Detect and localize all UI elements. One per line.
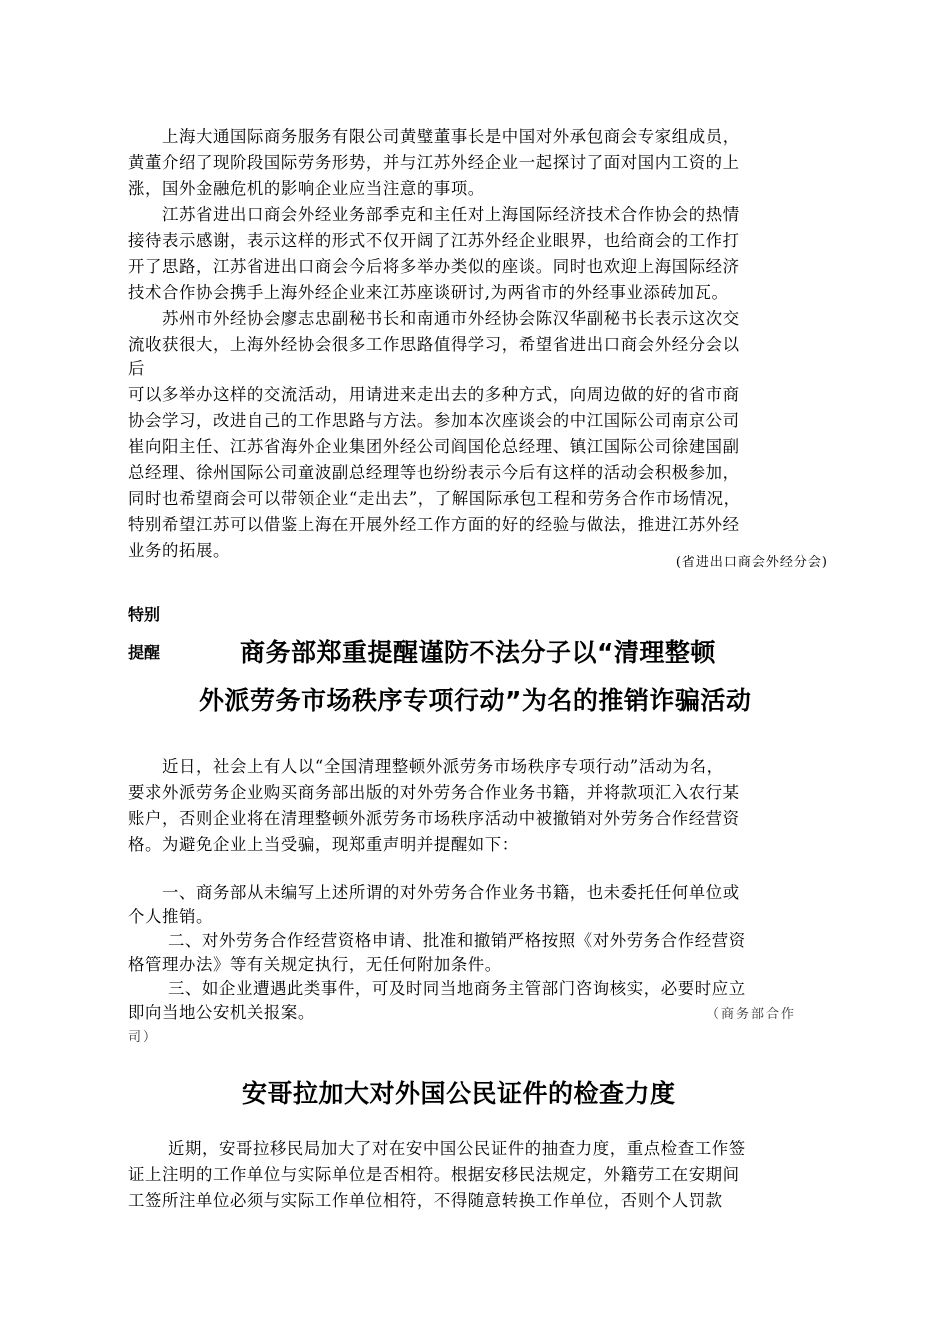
notice-title: 商务部郑重提醒谨防不法分子以“清理整顿 [240, 638, 716, 667]
paragraph-line: 近期，安哥拉移民局加大了对在安中国公民证件的抽查力度，重点检查工作签 [168, 1139, 746, 1158]
paragraph-line: 开了思路，江苏省进出口商会今后将多举办类似的座谈。同时也欢迎上海国际经济 [128, 257, 740, 276]
notice-item: 二、对外劳务合作经营资格申请、批准和撤销严格按照《对外劳务合作经营资 [168, 931, 746, 950]
notice-item: 格管理办法》等有关规定执行，无任何附加条件。 [128, 955, 502, 974]
notice-item: 三、如企业遭遇此类事件，可及时同当地商务主管部门咨询核实，必要时应立 [168, 979, 746, 998]
article-title: 安哥拉加大对外国公民证件的检查力度 [242, 1079, 676, 1108]
paragraph-line: 崔向阳主任、江苏省海外企业集团外经公司阎国伦总经理、镇江国际公司徐建国副 [128, 437, 740, 456]
paragraph-line: 协会学习，改进自己的工作思路与方法。参加本次座谈会的中江国际公司南京公司 [128, 411, 740, 430]
notice-title: 外派劳务市场秩序专项行动”为名的推销诈骗活动 [199, 686, 752, 715]
paragraph-line: 苏州市外经协会廖志忠副秘书长和南通市外经协会陈汉华副秘书长表示这次交 [162, 309, 740, 328]
notice-item: 即向当地公安机关报案。 [128, 1003, 315, 1022]
source-attribution: (省进出口商会外经分会) [675, 555, 828, 570]
paragraph-line: 总经理、徐州国际公司童波副总经理等也纷纷表示今后有这样的活动会积极参加， [128, 463, 740, 482]
paragraph-line: 账户，否则企业将在清理整顿外派劳务市场秩序活动中被撤销对外劳务合作经营资 [128, 809, 740, 828]
paragraph-line: 业务的拓展。 [128, 541, 230, 560]
paragraph-line: 要求外派劳务企业购买商务部出版的对外劳务合作业务书籍，并将款项汇入农行某 [128, 783, 740, 802]
paragraph-line: 涨，国外金融危机的影响企业应当注意的事项。 [128, 179, 485, 198]
notice-tag: 提醒 [128, 643, 161, 662]
paragraph-line: 后 [128, 359, 145, 378]
paragraph-line: 特别希望江苏可以借鉴上海在开展外经工作方面的好的经验与做法，推进江苏外经 [128, 515, 740, 534]
paragraph-line: 接待表示感谢，表示这样的形式不仅开阔了江苏外经企业眼界，也给商会的工作打 [128, 231, 740, 250]
paragraph-line: 近日，社会上有人以“全国清理整顿外派劳务市场秩序专项行动”活动为名， [162, 757, 724, 776]
notice-tag: 特别 [128, 605, 161, 624]
notice-item: 个人推销。 [128, 907, 213, 926]
paragraph-line: 江苏省进出口商会外经业务部季克和主任对上海国际经济技术合作协会的热情 [162, 205, 740, 224]
source-attribution: 司） [128, 1030, 159, 1045]
paragraph-line: 黄董介绍了现阶段国际劳务形势，并与江苏外经企业一起探讨了面对国内工资的上 [128, 153, 740, 172]
paragraph-line: 可以多举办这样的交流活动，用请进来走出去的多种方式，向周边做的好的省市商 [128, 385, 740, 404]
paragraph-line: 格。为避免企业上当受骗，现郑重声明并提醒如下： [128, 835, 519, 854]
paragraph-line: 上海大通国际商务服务有限公司黄璧董事长是中国对外承包商会专家组成员， [162, 127, 740, 146]
notice-item: 一、商务部从未编写上述所谓的对外劳务合作业务书籍，也未委托任何单位或 [162, 883, 740, 902]
source-attribution: （商务部合作 [706, 1007, 797, 1022]
paragraph-line: 工签所注单位必须与实际工作单位相符，不得随意转换工作单位，否则个人罚款 [128, 1191, 723, 1210]
paragraph-line: 流收获很大，上海外经协会很多工作思路值得学习，希望省进出口商会外经分会以 [128, 335, 740, 354]
paragraph-line: 技术合作协会携手上海外经企业来江苏座谈研讨,为两省市的外经事业添砖加瓦。 [128, 283, 729, 302]
paragraph-line: 证上注明的工作单位与实际单位是否相符。根据安移民法规定，外籍劳工在安期间 [128, 1165, 740, 1184]
paragraph-line: 同时也希望商会可以带领企业“走出去”，了解国际承包工程和劳务合作市场情况， [128, 489, 741, 508]
